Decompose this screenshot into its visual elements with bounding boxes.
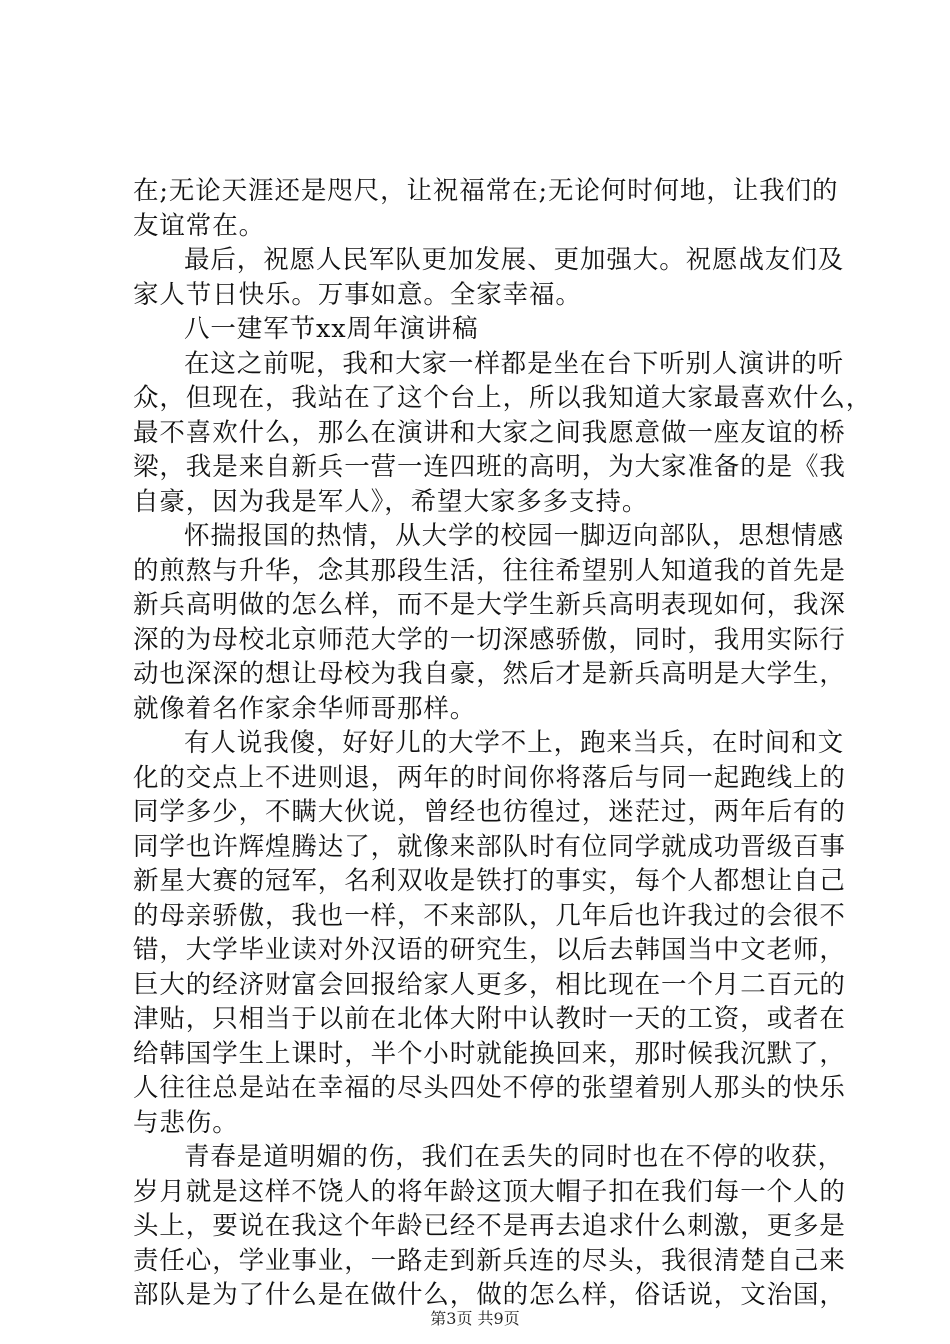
text-line: 在;无论天涯还是咫尺，让祝福常在;无论何时何地，让我们的 bbox=[133, 176, 839, 206]
text-line: 给韩国学生上课时，半个小时就能换回来，那时候我沉默了， bbox=[133, 1038, 846, 1069]
text-line: 同学也许辉煌腾达了，就像来部队时有位同学就成功晋级百事 bbox=[133, 831, 846, 862]
text-line: 人往往总是站在幸福的尽头四处不停的张望着别人那头的快乐 bbox=[133, 1073, 846, 1103]
text-line: 巨大的经济财富会回报给家人更多，相比现在一个月二百元的 bbox=[133, 969, 846, 1000]
text-line: 最不喜欢什么，那么在演讲和大家之间我愿意做一座友谊的桥 bbox=[133, 417, 846, 448]
document-body bbox=[133, 174, 873, 1313]
text-line: 头上，要说在我这个年龄已经不是再去追求什么刺激，更多是 bbox=[133, 1211, 846, 1241]
text-line: 最后，祝愿人民军队更加发展、更加强大。祝愿战友们及 bbox=[184, 245, 845, 275]
text-line: 梁，我是来自新兵一营一连四班的高明，为大家准备的是《我 bbox=[133, 452, 846, 482]
text-line: 的母亲骄傲，我也一样，不来部队，几年后也许我过的会很不 bbox=[133, 900, 846, 931]
text-line: 八一建军节xx周年演讲稿 bbox=[184, 314, 479, 344]
text-line: 有人说我傻，好好儿的大学不上，跑来当兵，在时间和文 bbox=[184, 728, 845, 758]
text-line: 与悲伤。 bbox=[133, 1107, 239, 1138]
text-line: 的煎熬与升华，念其那段生活，往往希望别人知道我的首先是 bbox=[133, 555, 846, 586]
text-line: 就像着名作家余华师哥那样。 bbox=[133, 693, 477, 724]
text-line: 错，大学毕业读对外汉语的研究生，以后去韩国当中文老师， bbox=[133, 935, 846, 965]
text-line: 同学多少，不瞒大伙说，曾经也彷徨过，迷茫过，两年后有的 bbox=[133, 797, 846, 827]
text-line: 新星大赛的冠军，名利双收是铁打的事实，每个人都想让自己 bbox=[133, 866, 846, 896]
text-line: 在这之前呢，我和大家一样都是坐在台下听别人演讲的听 bbox=[184, 348, 845, 379]
text-line: 化的交点上不进则退，两年的时间你将落后与同一起跑线上的 bbox=[133, 762, 846, 793]
text-line: 深的为母校北京师范大学的一切深感骄傲，同时，我用实际行 bbox=[133, 624, 846, 655]
text-line: 众，但现在，我站在了这个台上，所以我知道大家最喜欢什么， bbox=[133, 383, 873, 413]
text-line: 责任心，学业事业，一路走到新兵连的尽头，我很清楚自己来 bbox=[133, 1245, 846, 1276]
text-line: 部队是为了什么是在做什么，做的怎么样，俗话说，文治国， bbox=[133, 1280, 846, 1310]
text-line: 动也深深的想让母校为我自豪，然后才是新兵高明是大学生， bbox=[133, 659, 846, 689]
text-line: 青春是道明媚的伤，我们在丢失的同时也在不停的收获， bbox=[184, 1142, 845, 1172]
text-line: 怀揣报国的热情，从大学的校园一脚迈向部队，思想情感 bbox=[184, 521, 845, 551]
text-line: 津贴，只相当于以前在北体大附中认教时一天的工资，或者在 bbox=[133, 1004, 846, 1034]
text-line: 自豪，因为我是军人》，希望大家多多支持。 bbox=[133, 486, 649, 517]
text-line: 友谊常在。 bbox=[133, 210, 266, 241]
page-footer: 第3页 共9页 bbox=[430, 1309, 520, 1328]
text-line: 岁月就是这样不饶人的将年龄这顶大帽子扣在我们每一个人的 bbox=[133, 1176, 846, 1207]
text-line: 新兵高明做的怎么样，而不是大学生新兵高明表现如何，我深 bbox=[133, 590, 846, 620]
text-line: 家人节日快乐。万事如意。全家幸福。 bbox=[133, 279, 582, 310]
